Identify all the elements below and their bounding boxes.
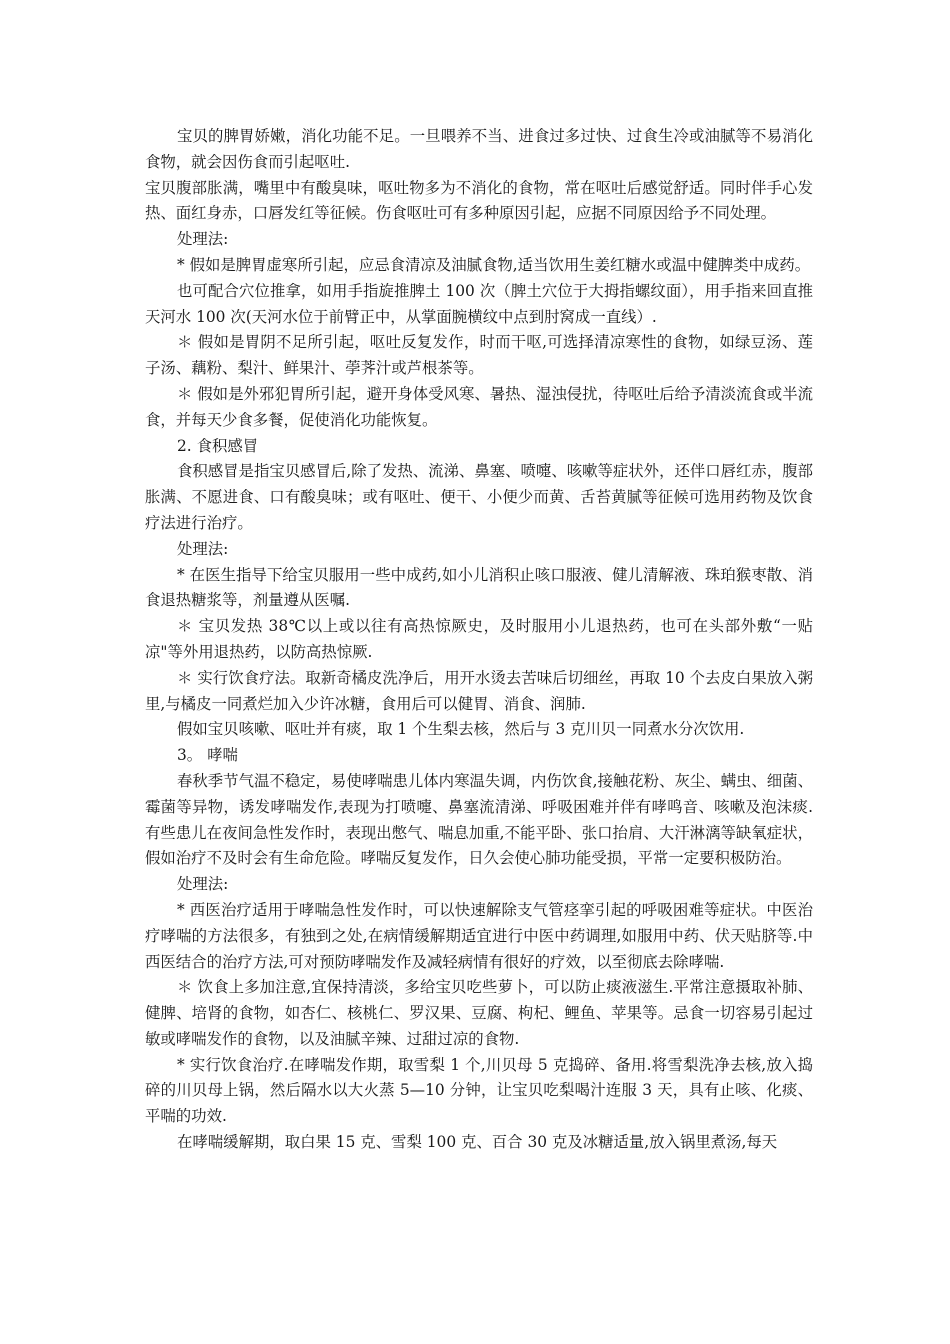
paragraph: 宝贝的脾胃娇嫩，消化功能不足。一旦喂养不当、进食过多过快、过食生冷或油腻等不易消化食物，就会因伤食而引起呕吐. xyxy=(145,127,813,171)
paragraph: * 假如是脾胃虚寒所引起，应忌食清凉及油腻食物,适当饮用生姜红糖水或温中健脾类中成药。 xyxy=(177,255,811,274)
paragraph: 假如宝贝咳嗽、呕吐并有痰，取 1 个生梨去核，然后与 3 克川贝一同煮水分次饮用. xyxy=(177,720,745,739)
section-label: 处理法: xyxy=(177,539,229,558)
section-label: 处理法: xyxy=(177,230,229,249)
paragraph: 宝贝腹部胀满，嘴里中有酸臭味，呕吐物多为不消化的食物，常在呕吐后感觉舒适。同时伴手心发热、面红身赤，口唇发红等征候。伤食呕吐可有多种原因引起，应据不同原因给予不同处理。 xyxy=(145,178,813,223)
paragraph: * 实行饮食治疗.在哮喘发作期，取雪梨 1 个,川贝母 5 克捣碎、备用.将雪梨洗净去核,放入捣碎的川贝母上锅，然后隔水以大火蒸 5—10 分钟，让宝贝吃梨喝汁连服 3 天，具有止咳、化痰、平喘的功效. xyxy=(145,1055,813,1126)
paragraph: 也可配合穴位推拿，如用手指旋推脾土 100 次（脾土穴位于大拇指螺纹面），用手指来回直推天河水 100 次(天河水位于前臂正中，从掌面腕横纹中点到肘窝成一直线）. xyxy=(145,281,813,326)
paragraph: ＊ 假如是外邪犯胃所引起，避开身体受风寒、暑热、湿浊侵扰，待呕吐后给予清淡流食或半流食，并每天少食多餐，促使消化功能恢复。 xyxy=(145,384,813,429)
document-body xyxy=(145,124,813,1156)
section-heading: 2. 食积感冒 xyxy=(177,436,259,455)
paragraph: * 西医治疗适用于哮喘急性发作时，可以快速解除支气管痉挛引起的呼吸困难等症状。中医治疗哮喘的方法很多，有独到之处,在病情缓解期适宜进行中医中药调理,如服用中药、伏天贴脐等.中西医结合的治疗方法,可对预防哮喘发作及减轻病情有很好的疗效，以至彻底去除哮喘. xyxy=(145,900,813,971)
paragraph: ＊ 宝贝发热 38℃以上或以往有高热惊厥史，及时服用小儿退热药，也可在头部外敷“一贴凉"等外用退热药，以防高热惊厥. xyxy=(145,617,813,661)
paragraph: ＊ 实行饮食疗法。取新奇橘皮洗净后，用开水烫去苦味后切细丝，再取 10 个去皮白果放入粥里,与橘皮一同煮烂加入少许冰糖，食用后可以健胃、消食、润肺. xyxy=(145,668,813,713)
paragraph: 春秋季节气温不稳定，易使哮喘患儿体内寒温失调，内伤饮食,接触花粉、灰尘、螨虫、细菌、霉菌等异物，诱发哮喘发作,表现为打喷嚏、鼻塞流清涕、呼吸困难并伴有哮鸣音、咳嗽及泡沫痰.有些患儿在夜间急性发作时，表现出憋气、喘息加重,不能平卧、张口抬肩、大汗淋漓等缺氧症状，假如治疗不及时会有生命危险。哮喘反复发作，日久会使心肺功能受损，平常一定要积极防治。 xyxy=(145,771,813,868)
paragraph: * 在医生指导下给宝贝服用一些中成药,如小儿消积止咳口服液、健儿清解液、珠珀猴枣散、消食退热糖浆等，剂量遵从医嘱. xyxy=(145,565,813,610)
paragraph: 在哮喘缓解期，取白果 15 克、雪梨 100 克、百合 30 克及冰糖适量,放入锅里煮汤,每天 xyxy=(177,1133,778,1152)
section-label: 处理法: xyxy=(177,875,229,894)
paragraph: 食积感冒是指宝贝感冒后,除了发热、流涕、鼻塞、喷嚏、咳嗽等症状外，还伴口唇红赤，腹部胀满、不愿进食、口有酸臭味；或有呕吐、便干、小便少而黄、舌苔黄腻等征候可选用药物及饮食疗法进行治疗。 xyxy=(145,462,813,532)
paragraph: ＊ 假如是胃阴不足所引起，呕吐反复发作，时而干呕,可选择清凉寒性的食物，如绿豆汤、莲子汤、藕粉、梨汁、鲜果汁、荸荠汁或芦根茶等。 xyxy=(145,333,813,378)
paragraph: ＊ 饮食上多加注意,宜保持清淡，多给宝贝吃些萝卜，可以防止痰液滋生.平常注意摄取补肺、健脾、培肾的食物，如杏仁、核桃仁、罗汉果、豆腐、枸杞、鲤鱼、苹果等。忌食一切容易引起过敏或哮喘发作的食物，以及油腻辛辣、过甜过凉的食物. xyxy=(145,978,813,1048)
section-heading: 3。 哮喘 xyxy=(177,746,238,765)
